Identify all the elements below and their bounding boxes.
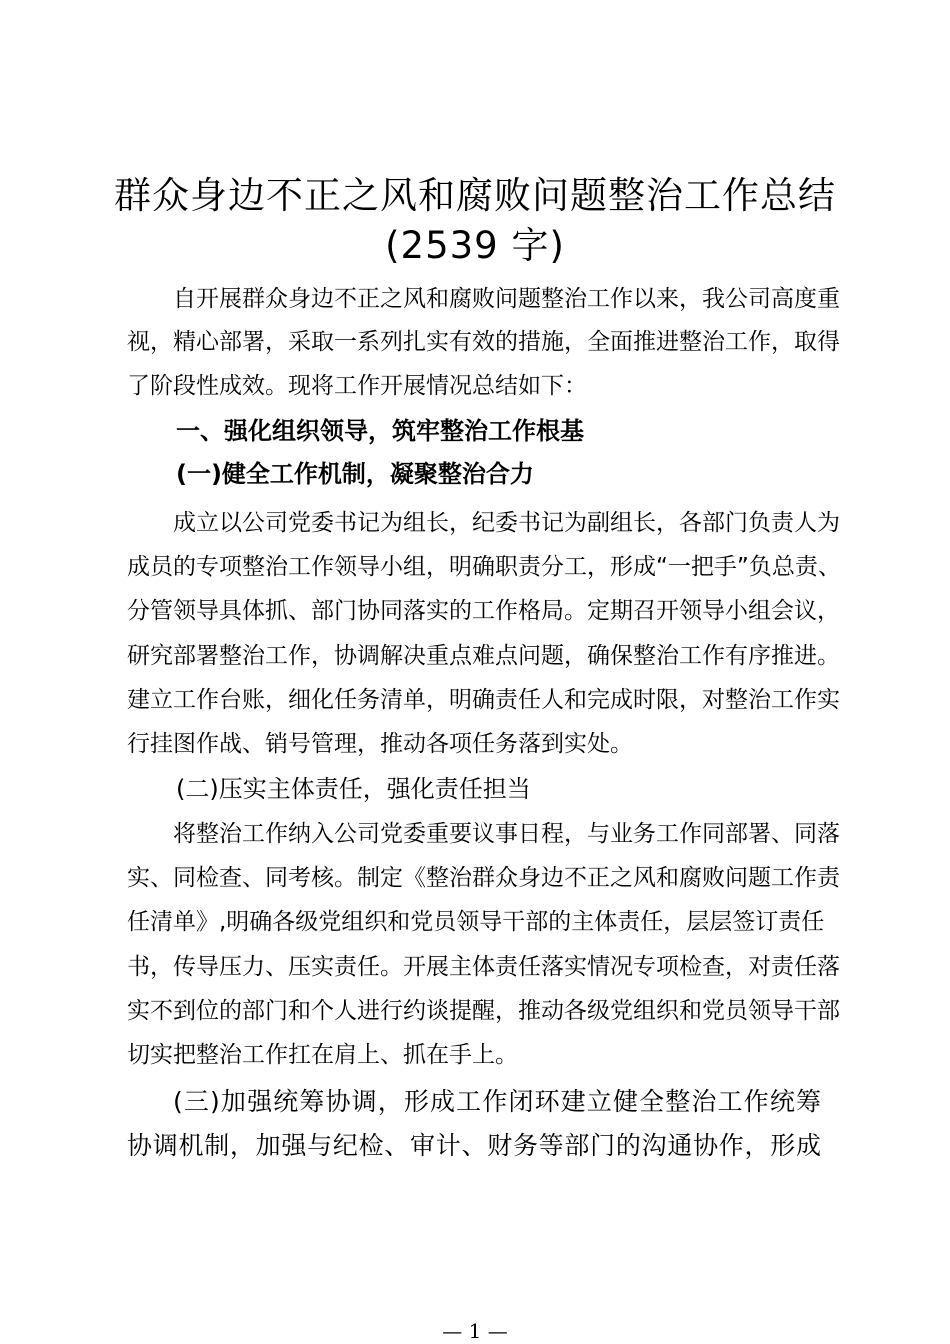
paragraph-line: 实、同检查、同考核。制定《整治群众身边不正之风和腐败问题工作责 [127, 865, 840, 891]
paragraph-line: 成员的专项整治工作领导小组，明确职责分工，形成“一把手”负总责、 [127, 554, 841, 580]
intro-line: 了阶段性成效。现将工作开展情况总结如下： [127, 373, 587, 399]
paragraph-line: 实不到位的部门和个人进行约谈提醒，推动各级党组织和党员领导干部 [127, 998, 840, 1024]
paragraph-line: 切实把整治工作扛在肩上、抓在手上。 [127, 1042, 518, 1068]
intro-line: 自开展群众身边不正之风和腐败问题整治工作以来，我公司高度重 [173, 286, 840, 312]
subsection-heading: (一)健全工作机制，凝聚整治合力 [176, 460, 534, 488]
intro-line: 视，精心部署，采取一系列扎实有效的措施，全面推进整治工作，取得 [127, 329, 840, 355]
paragraph-line: 建立工作台账，细化任务清单，明确责任人和完成时限，对整治工作实 [127, 687, 840, 713]
paragraph-line: 任清单》,明确各级党组织和党员领导干部的主体责任，层层签订责任 [127, 909, 825, 935]
document-subtitle: (2539 字) [385, 224, 565, 267]
paragraph-line: 将整治工作纳入公司党委重要议事日程，与业务工作同部署、同落 [173, 821, 840, 847]
section-heading: 一、强化组织领导，筑牢整治工作根基 [176, 417, 584, 445]
paragraph-line: 成立以公司党委书记为组长，纪委书记为副组长，各部门负责人为 [173, 510, 840, 536]
page-number: — 1 — [442, 1319, 508, 1343]
document-title: 群众身边不正之风和腐败问题整治工作总结 [114, 174, 836, 217]
paragraph-line: 书，传导压力、压实责任。开展主体责任落实情况专项检查，对责任落 [127, 954, 840, 980]
paragraph-line: 研究部署整治工作，协调解决重点难点问题，确保整治工作有序推进。 [127, 643, 840, 669]
paragraph-line: 协调机制，加强与纪检、审计、财务等部门的沟通协作，形成 [127, 1131, 821, 1160]
subsection-heading: (二)压实主体责任，强化责任担当 [176, 775, 531, 803]
paragraph-line: 行挂图作战、销号管理，推动各项任务落到实处。 [127, 731, 633, 757]
paragraph-line: 分管领导具体抓、部门协同落实的工作格局。定期召开领导小组会议， [127, 598, 840, 624]
paragraph-line: (三)加强统筹协调，形成工作闭环建立健全整治工作统筹 [173, 1087, 821, 1116]
